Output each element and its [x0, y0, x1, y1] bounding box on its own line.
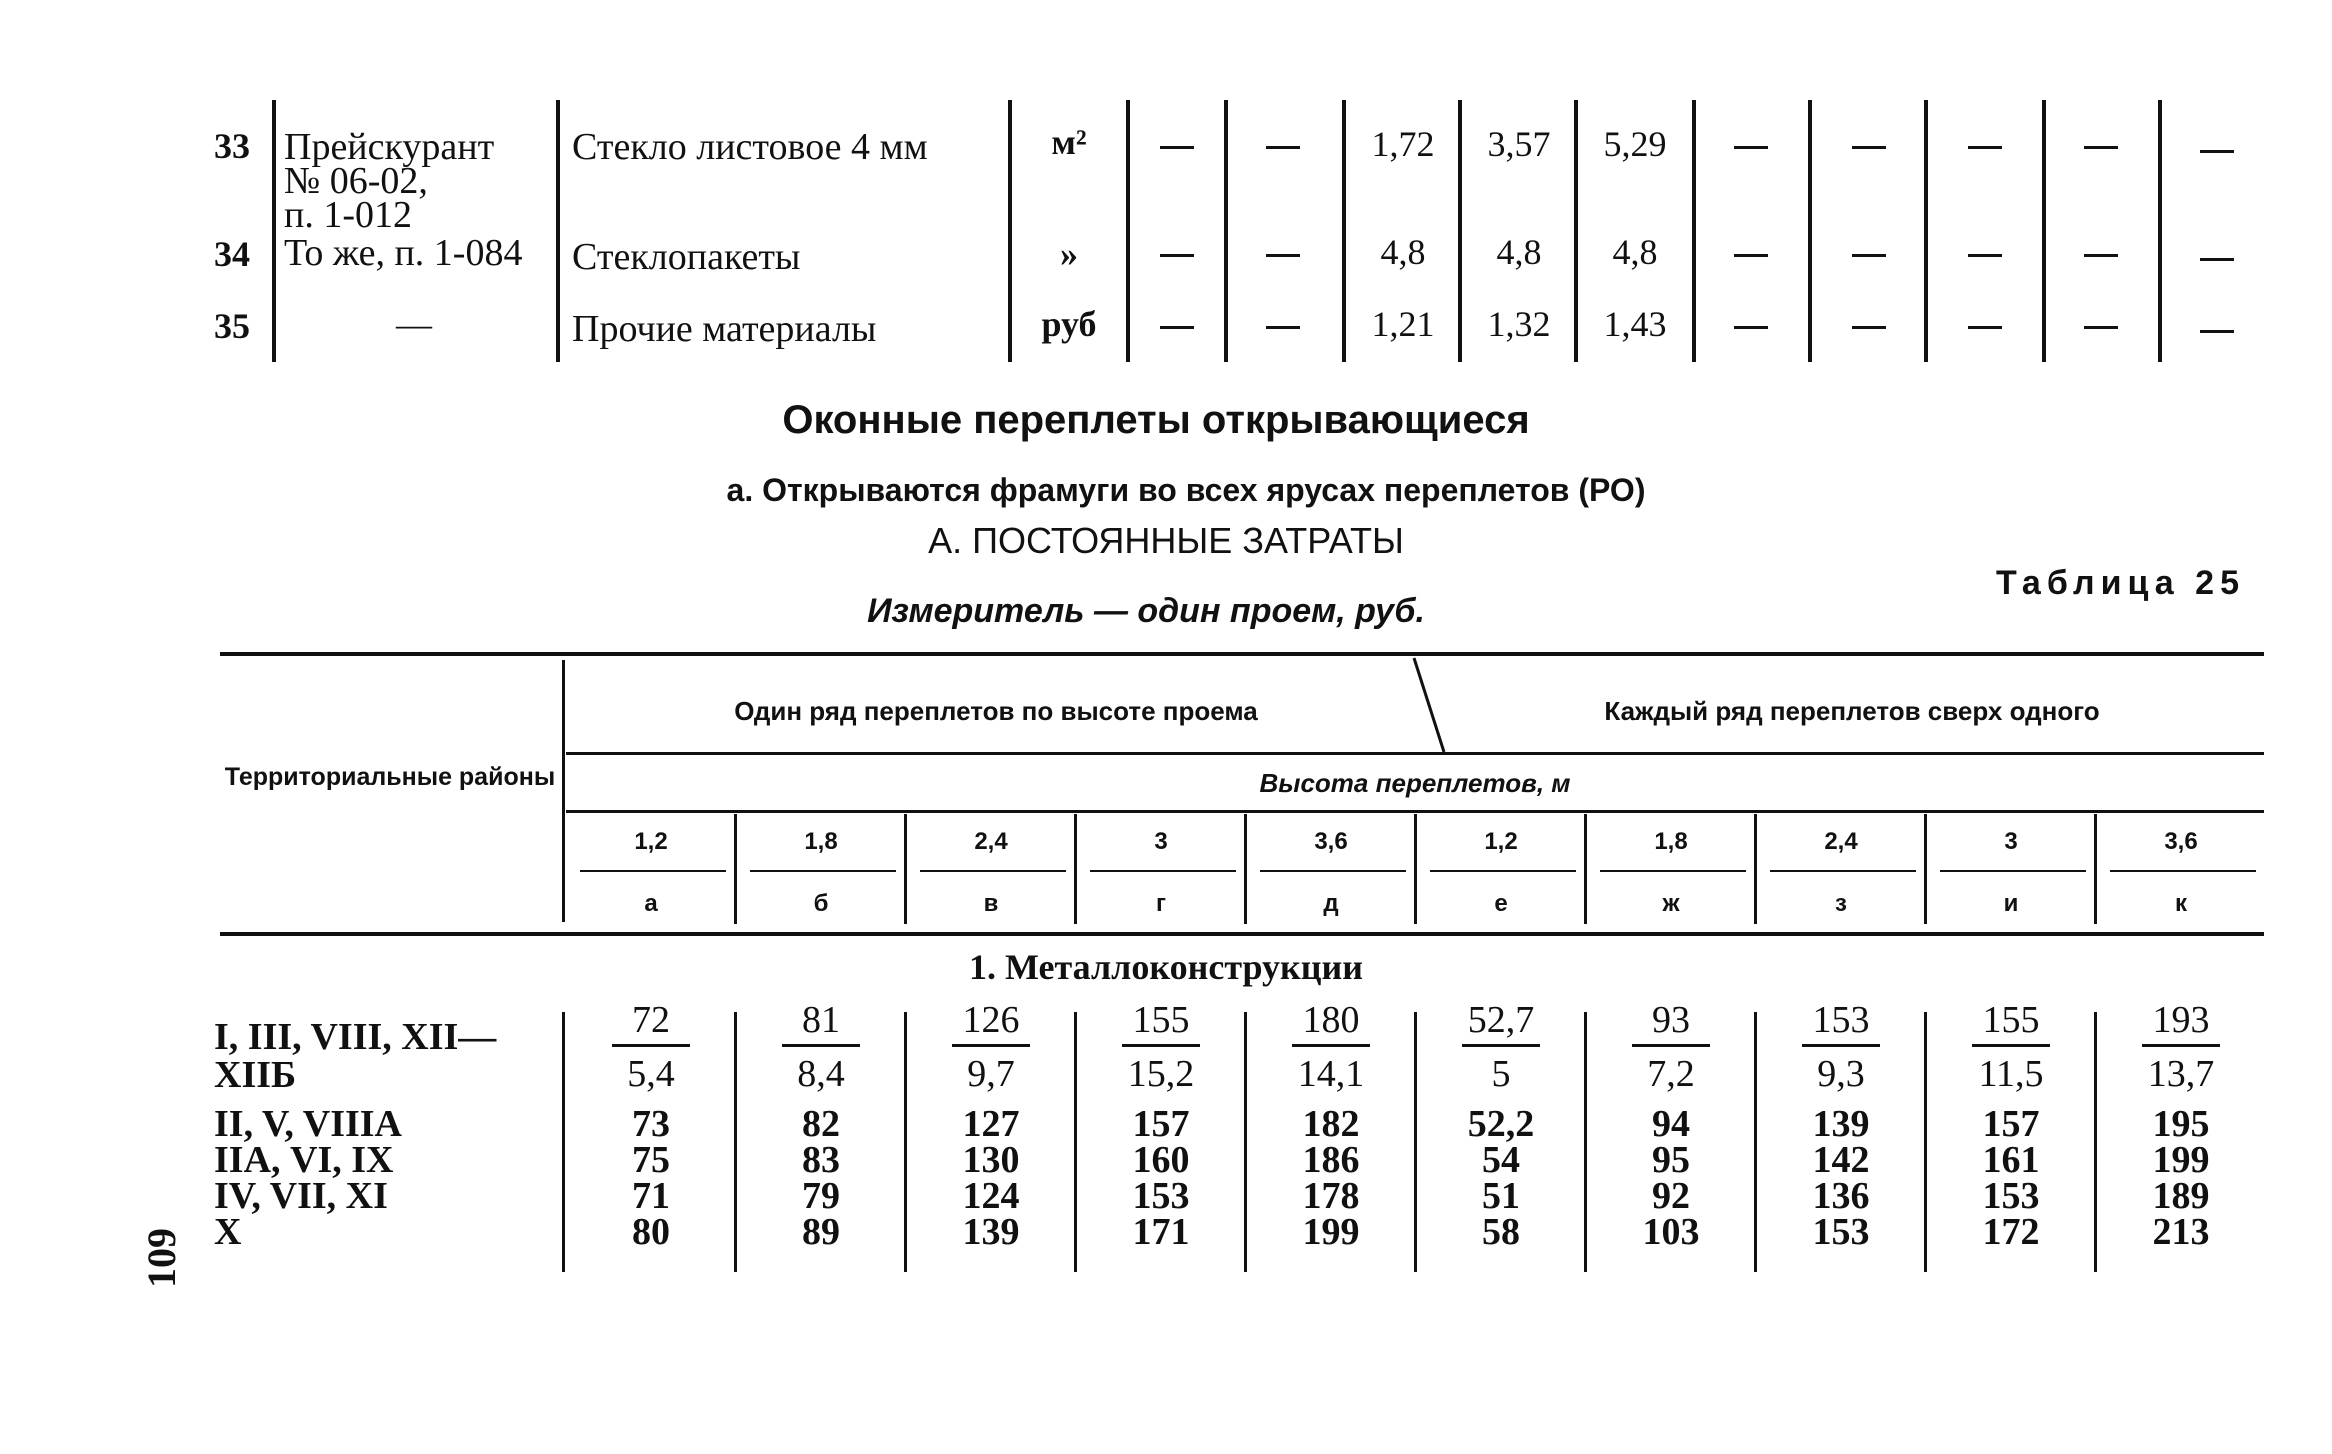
empty-dash [1266, 254, 1300, 257]
table-cell: 171 [1132, 1211, 1190, 1253]
header-rule [2094, 814, 2097, 924]
header-cell-rule [1090, 870, 1236, 872]
table-cell: 103 [1642, 1211, 1700, 1253]
fraction-bar [612, 1044, 690, 1047]
table-cell: 153 [1132, 1175, 1190, 1217]
height-value: 1,8 [1654, 828, 1688, 855]
empty-dash [2084, 254, 2118, 257]
table-cell: 157 [1132, 1103, 1190, 1145]
fraction-denominator: 15,2 [1127, 1053, 1195, 1095]
empty-dash [1968, 146, 2002, 149]
row-header: Территориальные районы [224, 763, 556, 791]
empty-dash [1852, 146, 1886, 149]
header-cell-rule [920, 870, 1066, 872]
table-cell: 83 [802, 1139, 840, 1181]
table-top-rule [220, 652, 2264, 656]
empty-dash [1160, 326, 1194, 329]
table-cell: 199 [2152, 1139, 2210, 1181]
table-cell: 79 [802, 1175, 840, 1217]
table-cell: 139 [962, 1211, 1020, 1253]
column-letter: к [2174, 890, 2187, 917]
sub-heading: а. Открываются фрамуги во всех ярусах переплетов (РО) [726, 472, 1646, 508]
region-label: II, V, VIIIА [214, 1103, 402, 1145]
header-cell-rule [750, 870, 896, 872]
top-table-rule [2042, 100, 2046, 362]
fraction-numerator: 93 [1652, 999, 1690, 1041]
table-cell: 178 [1302, 1175, 1360, 1217]
height-label: Высота переплетов, м [1259, 768, 1571, 798]
fraction-denominator: 5,4 [627, 1053, 675, 1095]
fraction-bar [1292, 1044, 1370, 1047]
row-number: 34 [214, 234, 250, 274]
fraction-numerator: 52,7 [1467, 999, 1535, 1041]
table-cell: 54 [1482, 1139, 1520, 1181]
height-value: 3,6 [1314, 828, 1348, 855]
top-table-rule [1126, 100, 1130, 362]
header-cell-rule [1430, 870, 1576, 872]
header-rule [1414, 814, 1417, 924]
price-value: 1,32 [1487, 304, 1551, 344]
price-value: 5,29 [1603, 124, 1667, 164]
material-name: Стекло листовое 4 мм [572, 126, 928, 168]
group-header-one-row: Один ряд переплетов по высоте проема [734, 696, 1258, 726]
fraction-denominator: 7,2 [1647, 1053, 1695, 1095]
table-cell: 182 [1302, 1103, 1360, 1145]
material-name: Прочие материалы [572, 308, 877, 350]
height-value: 1,8 [804, 828, 838, 855]
empty-dash [1266, 146, 1300, 149]
fraction-numerator: 72 [632, 999, 670, 1041]
table-cell: 139 [1812, 1103, 1870, 1145]
table-cell: 142 [1812, 1139, 1870, 1181]
section-heading: А. ПОСТОЯННЫЕ ЗАТРАТЫ [928, 520, 1404, 561]
header-cell-rule [580, 870, 726, 872]
source-text: п. 1-012 [284, 194, 412, 236]
price-value: 4,8 [1496, 232, 1542, 272]
top-table-rule [1008, 100, 1012, 362]
table-cell: 136 [1812, 1175, 1870, 1217]
table-cell: 71 [632, 1175, 670, 1217]
source-text: То же, п. 1-084 [284, 232, 523, 274]
empty-dash [1266, 326, 1300, 329]
column-letter: и [2003, 890, 2019, 917]
top-table-rule [1692, 100, 1696, 362]
table-cell: 153 [1812, 1211, 1870, 1253]
height-value: 1,2 [634, 828, 668, 855]
table-cell: 153 [1982, 1175, 2040, 1217]
header-cell-rule [1260, 870, 1406, 872]
height-value: 3,6 [2164, 828, 2198, 855]
fraction-numerator: 193 [2152, 999, 2210, 1041]
fraction-denominator: 8,4 [797, 1053, 845, 1095]
table-cell: 130 [962, 1139, 1020, 1181]
empty-dash [1160, 254, 1194, 257]
region-label: IV, VII, XI [214, 1175, 388, 1217]
table-cell: 95 [1652, 1139, 1690, 1181]
fraction-denominator: 5 [1491, 1053, 1511, 1095]
header-bottom-rule [220, 932, 2264, 936]
table-cell: 160 [1132, 1139, 1190, 1181]
table-cell: 189 [2152, 1175, 2210, 1217]
top-table-rule [1458, 100, 1462, 362]
fraction-numerator: 153 [1812, 999, 1870, 1041]
table-cell: 199 [1302, 1211, 1360, 1253]
material-name: Стеклопакеты [572, 236, 801, 278]
table-cell: 195 [2152, 1103, 2210, 1145]
source-text: Прейскурант [284, 126, 495, 168]
header-rule [734, 814, 737, 924]
table-cell: 89 [802, 1211, 840, 1253]
empty-dash [1734, 146, 1768, 149]
fraction-bar [782, 1044, 860, 1047]
region-label: X [214, 1211, 242, 1253]
height-value: 3 [1154, 828, 1168, 855]
header-rule [1754, 814, 1757, 924]
top-table-rule [556, 100, 560, 362]
header-rule [1924, 814, 1927, 924]
unit: руб [1041, 304, 1097, 344]
table-cell: 82 [802, 1103, 840, 1145]
region-label-line: XIIБ [214, 1054, 297, 1096]
measure-note: Измеритель — один проем, руб. [867, 592, 1425, 630]
price-value: 4,8 [1380, 232, 1426, 272]
section-label: 1. Металлоконструкции [969, 947, 1363, 987]
table-cell: 186 [1302, 1139, 1360, 1181]
price-value: 1,72 [1371, 124, 1435, 164]
fraction-denominator: 11,5 [1978, 1053, 2044, 1095]
fraction-denominator: 9,3 [1817, 1053, 1865, 1095]
column-letter: б [813, 890, 829, 917]
table-cell: 127 [962, 1103, 1020, 1145]
table-cell: 52,2 [1467, 1103, 1535, 1145]
header-cell-rule [1770, 870, 1916, 872]
fraction-bar [1972, 1044, 2050, 1047]
header-rule [1244, 814, 1247, 924]
table-cell: 94 [1652, 1103, 1690, 1145]
table-cell: 73 [632, 1103, 670, 1145]
body-rule [562, 1012, 565, 1272]
column-letter: д [1323, 890, 1339, 917]
fraction-row-label [214, 1018, 496, 1094]
top-table-rule [1342, 100, 1346, 362]
price-value: 1,43 [1603, 304, 1667, 344]
empty-dash [2200, 258, 2234, 261]
empty-dash [2084, 326, 2118, 329]
column-letter: е [1494, 890, 1508, 917]
height-value: 3 [2004, 828, 2018, 855]
main-heading: Оконные переплеты открывающиеся [782, 398, 1530, 442]
column-letter: а [644, 890, 658, 917]
page-number: 109 [139, 1228, 184, 1288]
top-table-rule [1808, 100, 1812, 362]
empty-dash [2200, 150, 2234, 153]
fraction-numerator: 180 [1302, 999, 1360, 1041]
table-cell: 51 [1482, 1175, 1520, 1217]
empty-dash [1968, 326, 2002, 329]
top-table-rule [1924, 100, 1928, 362]
header-rule [1074, 814, 1077, 924]
row-number: 35 [214, 306, 250, 346]
empty-dash [1160, 146, 1194, 149]
region-label: IIА, VI, IX [214, 1139, 394, 1181]
table-cell: 80 [632, 1211, 670, 1253]
column-letter: в [983, 890, 999, 917]
table-number: Таблица 25 [1996, 564, 2245, 602]
fraction-bar [1122, 1044, 1200, 1047]
header-rule [1584, 814, 1587, 924]
empty-dash [1852, 326, 1886, 329]
empty-dash [1734, 326, 1768, 329]
table-cell: 58 [1482, 1211, 1520, 1253]
height-value: 2,4 [1824, 828, 1858, 855]
empty-dash [2084, 146, 2118, 149]
fraction-denominator: 9,7 [967, 1053, 1015, 1095]
column-letter: г [1156, 890, 1166, 917]
table-cell: 157 [1982, 1103, 2040, 1145]
fraction-bar [1462, 1044, 1540, 1047]
group-header-extra-row: Каждый ряд переплетов сверх одного [1604, 696, 2100, 726]
price-value: 1,21 [1371, 304, 1435, 344]
header-rule [904, 814, 907, 924]
fraction-denominator: 13,7 [2147, 1053, 2215, 1095]
price-value: 3,57 [1487, 124, 1551, 164]
header-rule [562, 660, 565, 922]
height-value: 1,2 [1484, 828, 1518, 855]
fraction-bar [1802, 1044, 1880, 1047]
fraction-numerator: 155 [1982, 999, 2040, 1041]
unit: м² [1051, 122, 1087, 162]
fraction-bar [952, 1044, 1030, 1047]
empty-dash [1968, 254, 2002, 257]
row-number: 33 [214, 126, 250, 166]
header-cell-rule [2110, 870, 2256, 872]
table-cell: 92 [1652, 1175, 1690, 1217]
table-cell: 161 [1982, 1139, 2040, 1181]
source-text: — [396, 304, 432, 344]
column-letter: ж [1662, 890, 1680, 917]
table-cell: 213 [2152, 1211, 2210, 1253]
empty-dash [2200, 330, 2234, 333]
fraction-denominator: 14,1 [1297, 1053, 1365, 1095]
column-letter: з [1835, 890, 1847, 917]
price-value: 4,8 [1612, 232, 1658, 272]
fraction-numerator: 81 [802, 999, 840, 1041]
table-cell: 172 [1982, 1211, 2040, 1253]
height-value: 2,4 [974, 828, 1008, 855]
fraction-numerator: 155 [1132, 999, 1190, 1041]
empty-dash [1852, 254, 1886, 257]
top-table-rule [1574, 100, 1578, 362]
header-cell-rule [1600, 870, 1746, 872]
table-cell: 124 [962, 1175, 1020, 1217]
header-rule [566, 810, 2264, 813]
empty-dash [1734, 254, 1768, 257]
source-text: № 06-02, [284, 160, 428, 202]
unit: » [1060, 234, 1078, 274]
fraction-bar [2142, 1044, 2220, 1047]
fraction-numerator: 126 [962, 999, 1020, 1041]
region-label-line: I, III, VIII, XII— [214, 1016, 497, 1058]
table-cell: 75 [632, 1139, 670, 1181]
top-table-rule [2158, 100, 2162, 362]
top-table-rule [1224, 100, 1228, 362]
header-cell-rule [1940, 870, 2086, 872]
fraction-bar [1632, 1044, 1710, 1047]
